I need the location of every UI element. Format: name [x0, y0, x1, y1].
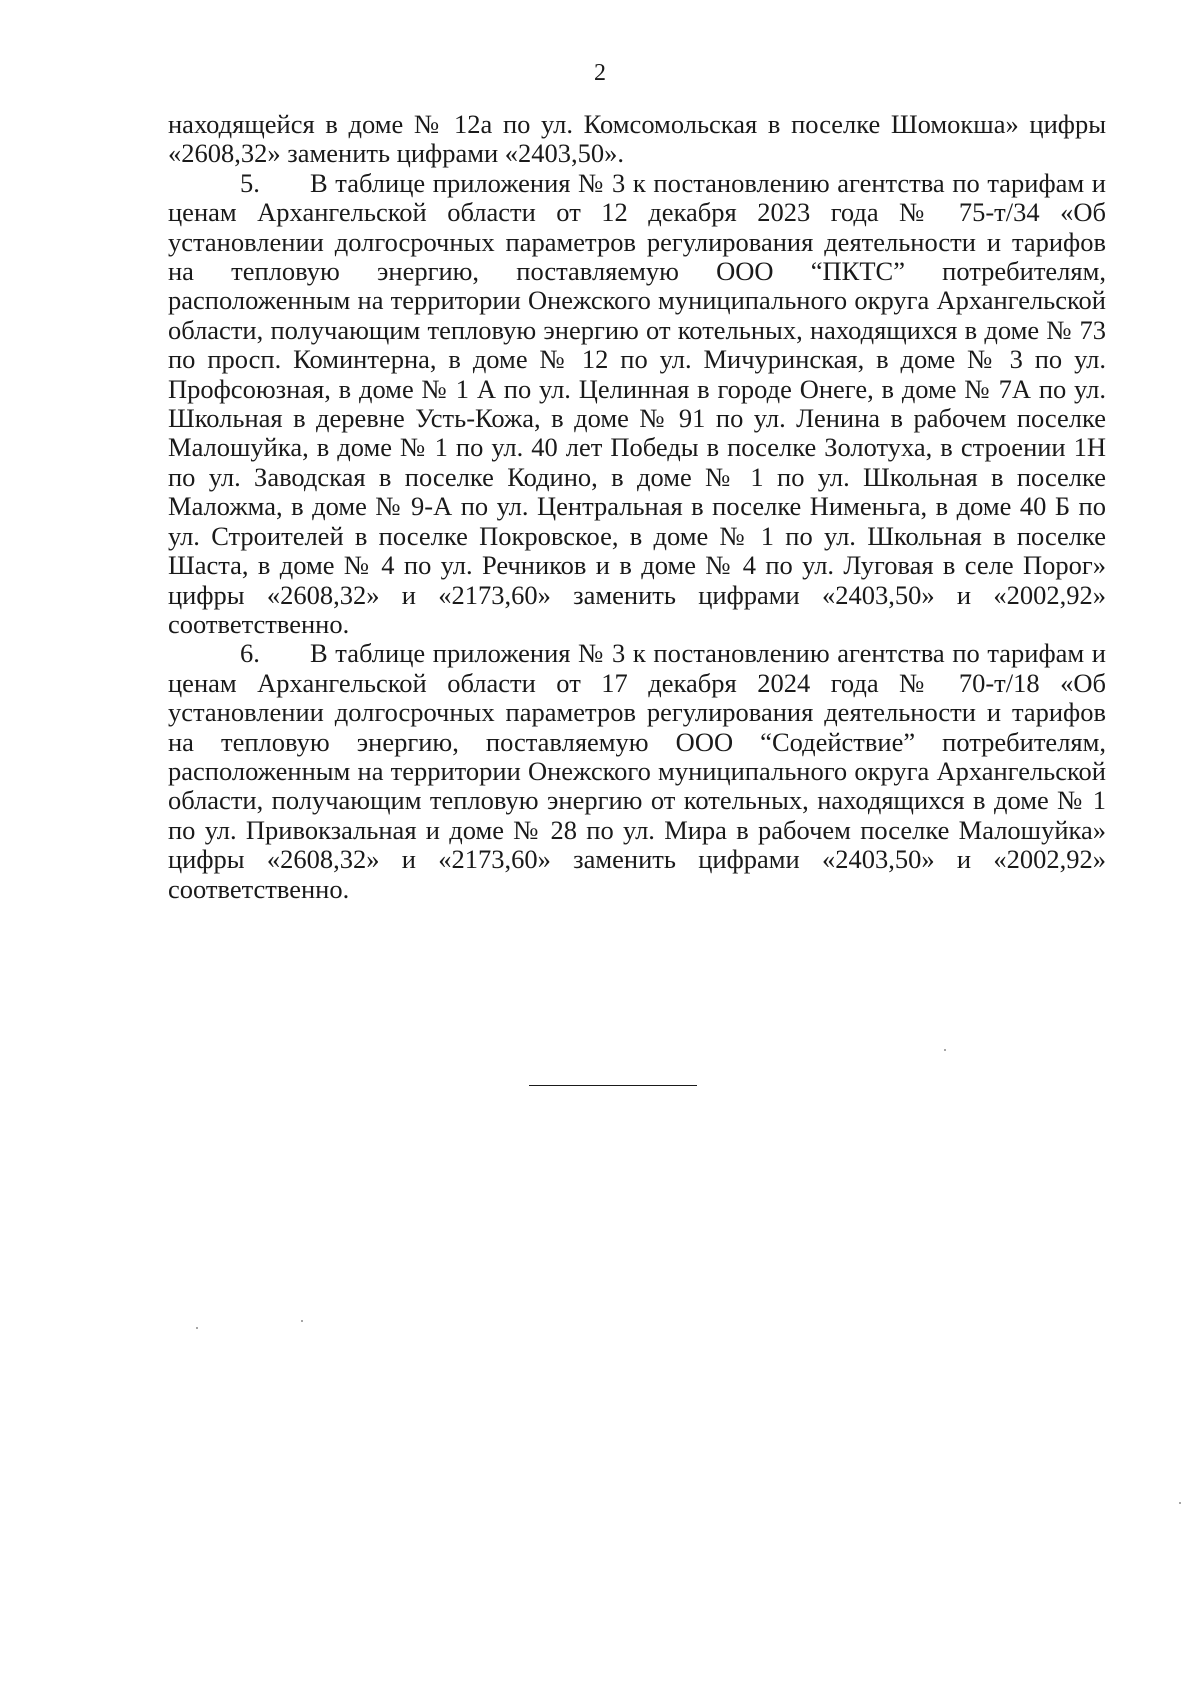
- paragraph-number: 6.: [240, 638, 260, 669]
- paragraph-number: 5.: [240, 167, 260, 198]
- continued-paragraph: находящейся в доме № 12а по ул. Комсомольская в поселке Шомокша» цифры «2608,32» заменить цифрами «2403,50».: [168, 109, 1106, 169]
- scan-speck: [196, 1327, 198, 1329]
- scan-speck: [944, 1049, 946, 1051]
- scan-speck: [1179, 1502, 1181, 1504]
- numbered-paragraph-5: [168, 169, 1106, 640]
- document-body: [168, 110, 1106, 904]
- closing-divider: [529, 1085, 697, 1086]
- page-number: 2: [594, 60, 606, 86]
- paragraph-text: В таблице приложения № 3 к постановлению агентства по тарифам и ценам Архангельской области от 12 декабря 2023 года № 75-т/34 «Об установлении долгосрочных параметров регулирования деятельности и тарифов на тепловую энергию, поставляемую ООО “ПКТС” потребителям, расположенным на территории Онежского муниципального округа Архангельской области, получающим тепловую энергию от котельных, находящихся в доме № 73 по просп. Коминтерна, в доме № 12 по ул. Мичуринская, в доме № 3 по ул. Профсоюзная, в доме № 1 А по ул. Целинная в городе Онеге, в доме № 7А по ул. Школьная в деревне Усть-Кожа, в доме № 91 по ул. Ленина в рабочем поселке Малошуйка, в доме № 1 по ул. 40 лет Победы в поселке Золотуха, в строении 1Н по ул. Заводская в поселке Кодино, в доме № 1 по ул. Школьная в поселке Маложма, в доме № 9-А по ул. Центральная в поселке Нименьга, в доме 40 Б по ул. Строителей в поселке Покровское, в доме № 1 по ул. Школьная в поселке Шаста, в доме № 4 по ул. Речников и в доме № 4 по ул. Луговая в селе Порог» цифры «2608,32» и «2173,60» заменить цифрами «2403,50» и «2002,92» соответственно.: [168, 167, 1106, 639]
- paragraph-text: В таблице приложения № 3 к постановлению агентства по тарифам и ценам Архангельской области от 17 декабря 2024 года № 70-т/18 «Об установлении долгосрочных параметров регулирования деятельности и тарифов на тепловую энергию, поставляемую ООО “Содействие” потребителям, расположенным на территории Онежского муниципального округа Архангельской области, получающим тепловую энергию от котельных, находящихся в доме № 1 по ул. Привокзальная и доме № 28 по ул. Мира в рабочем поселке Малошуйка» цифры «2608,32» и «2173,60» заменить цифрами «2403,50» и «2002,92» соответственно.: [168, 638, 1106, 904]
- scan-speck: [301, 1320, 303, 1322]
- numbered-paragraph-6: [168, 639, 1106, 904]
